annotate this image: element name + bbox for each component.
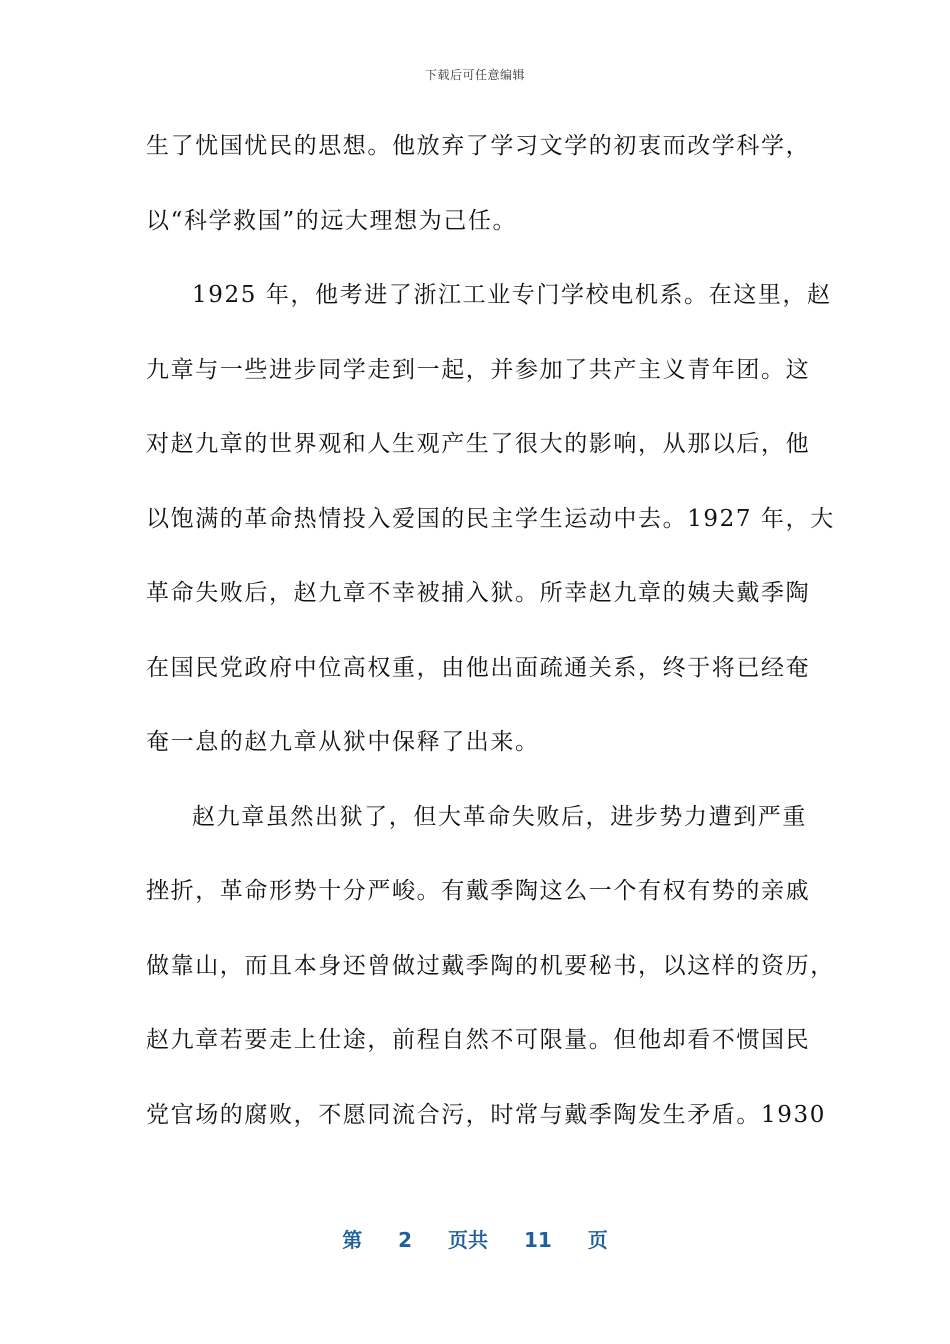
text-line: 奄一息的赵九章从狱中保释了出来。: [146, 729, 540, 755]
text-line: 以“科学救国”的远大理想为己任。: [146, 207, 518, 234]
total-pages-number: 11: [523, 1228, 552, 1252]
text-line: 在国民党政府中位高权重，由他出面疏通关系，终于将已经奄: [146, 654, 811, 681]
text-line: 挫折，革命形势十分严峻。有戴季陶这么一个有权有势的亲戚: [146, 878, 811, 904]
text-line: 生了忧国忧民的思想。他放弃了学习文学的初衷而改学科学，: [146, 133, 811, 159]
current-page-number: 2: [398, 1228, 413, 1252]
text-line: 赵九章若要走上仕途，前程自然不可限量。但他却看不惯国民: [146, 1027, 811, 1053]
page-header: 下载后可任意编辑: [424, 68, 525, 82]
text-line: 九章与一些进步同学走到一起，并参加了共产主义青年团。这: [146, 356, 811, 383]
text-line: 以饱满的革命热情投入爱国的民主学生运动中去。1927 年，大: [146, 505, 835, 532]
text-line: 革命失败后，赵九章不幸被捕入狱。所幸赵九章的姨夫戴季陶: [146, 580, 811, 606]
paragraph-start-line: 1925 年，他考进了浙江工业专门学校电机系。在这里，赵: [192, 282, 832, 308]
text-line: 做靠山，而且本身还曾做过戴季陶的机要秘书，以这样的资历，: [146, 952, 835, 979]
document-body: [146, 124, 835, 1167]
text-line: 对赵九章的世界观和人生观产生了很大的影响，从那以后，他: [146, 431, 811, 457]
text-line: 党官场的腐败，不愿同流合污，时常与戴季陶发生矛盾。1930: [146, 1101, 826, 1128]
footer-prefix: 第: [342, 1228, 363, 1252]
footer-suffix: 页: [587, 1228, 608, 1252]
footer-middle: 页共: [448, 1228, 489, 1252]
paragraph-start-line: 赵九章虽然出狱了，但大革命失败后，进步势力遭到严重: [192, 803, 807, 830]
page-footer: [0, 1224, 950, 1253]
